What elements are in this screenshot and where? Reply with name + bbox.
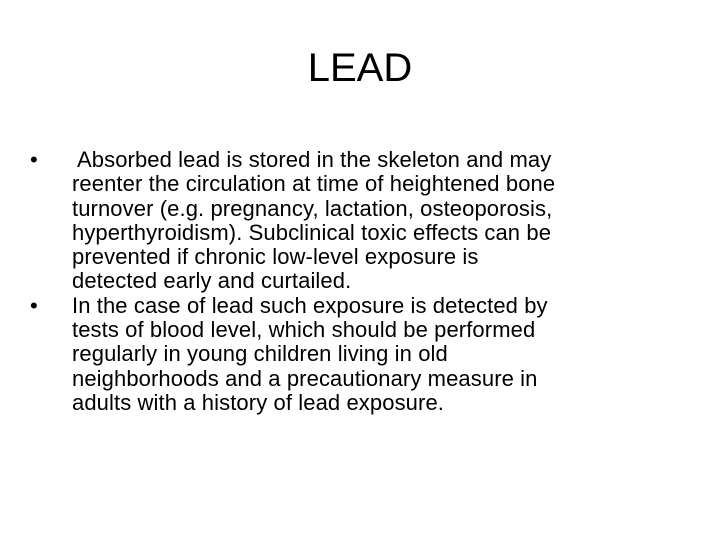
bullet-icon: • (30, 147, 38, 172)
text-line: adults with a history of lead exposure. (72, 389, 444, 415)
bullet-icon: • (30, 292, 38, 318)
text-line: turnover (e.g. pregnancy, lactation, osteoporosis, (72, 195, 553, 221)
bullet-list (30, 148, 690, 415)
slide-title: LEAD (307, 46, 413, 90)
bullet-text (72, 148, 690, 294)
text-line: reenter the circulation at time of heightened bone (72, 171, 556, 197)
text-line: In the case of lead such exposure is detected by (72, 292, 548, 318)
text-line: tests of blood level, which should be performed (72, 317, 536, 343)
text-line: Absorbed lead is stored in the skeleton and may (72, 147, 552, 172)
bullet-text (72, 294, 690, 415)
text-line: detected early and curtailed. (72, 268, 352, 294)
text-line: hyperthyroidism). Subclinical toxic effects can be (72, 219, 552, 245)
text-line: regularly in young children living in old (72, 341, 448, 367)
bullet-item-lead-storage (30, 148, 690, 294)
text-line: prevented if chronic low-level exposure is (72, 244, 479, 270)
text-line: neighborhoods and a precautionary measure in (72, 365, 538, 391)
bullet-item-blood-test (30, 294, 690, 415)
